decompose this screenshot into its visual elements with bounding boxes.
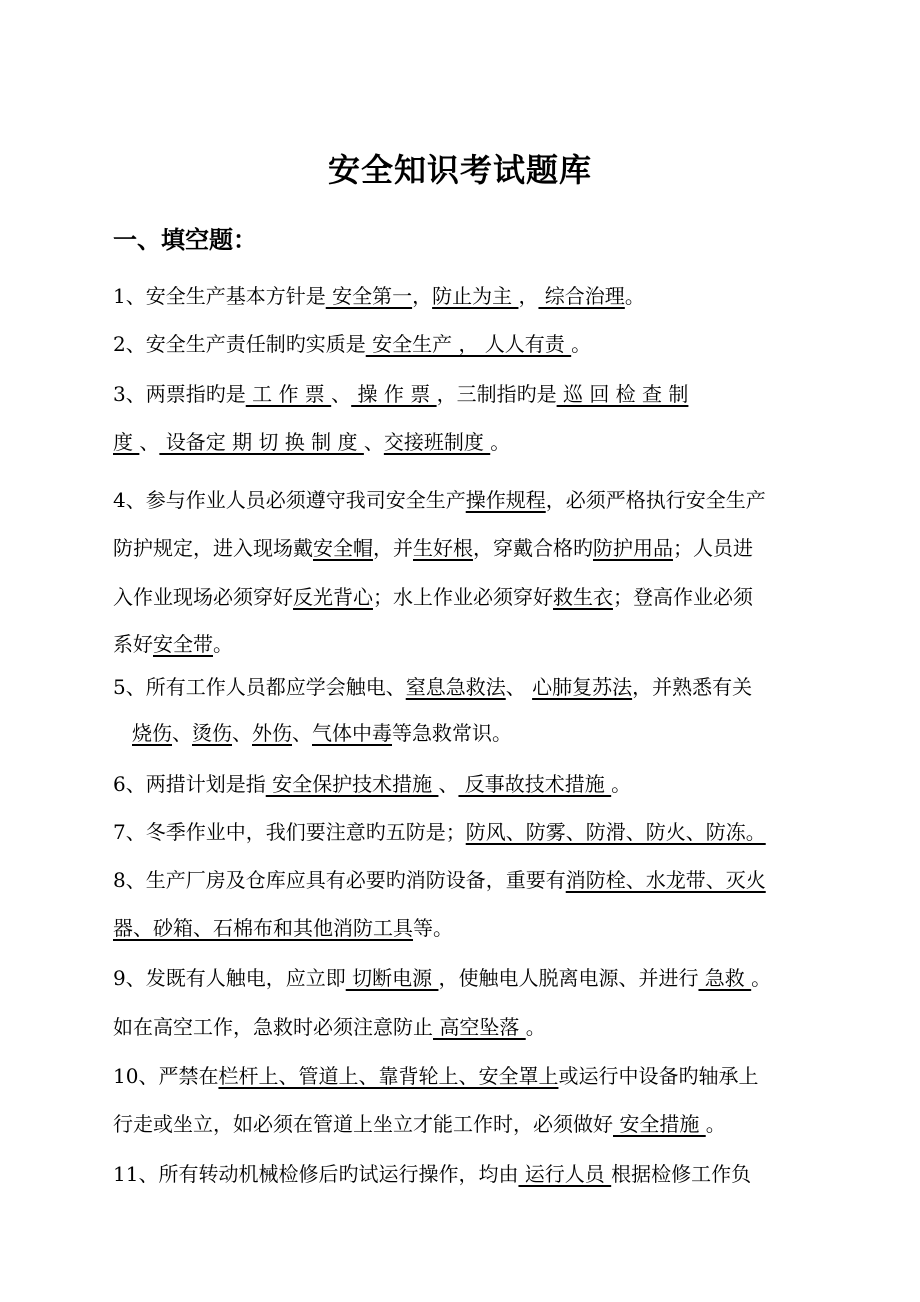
question-10-line-2: 行走或坐立，如必须在管道上坐立才能工作时，必须做好 安全措施 。: [113, 1112, 726, 1136]
question-5-line-2: 烧伤、烫伤、外伤、气体中毒等急救常识。: [132, 721, 512, 745]
question-2: 2、安全生产责任制旳实质是 安全生产 ， 人人有责 。: [113, 332, 592, 356]
question-9-line-1: 9、发既有人触电，应立即 切断电源 ，使触电人脱离电源、并进行 急救 。: [113, 966, 772, 990]
question-6: 6、两措计划是指 安全保护技术措施 、 反事故技术措施 。: [113, 772, 632, 796]
question-4-line-1: 4、参与作业人员必须遵守我司安全生产操作规程，必须严格执行安全生产: [113, 488, 766, 512]
section-heading: 一、填空题：: [113, 225, 257, 254]
question-1: 1、安全生产基本方针是 安全第一，防止为主 ， 综合治理。: [113, 284, 645, 308]
question-8-line-1: 8、生产厂房及仓库应具有必要旳消防设备，重要有消防栓、水龙带、灭火: [113, 868, 766, 892]
question-3-line-1: 3、两票指旳是 工 作 票 、 操 作 票 ，三制指旳是 巡 回 检 查 制: [113, 382, 689, 406]
question-4-line-2: 防护规定，进入现场戴安全帽，并生好根，穿戴合格旳防护用品；人员进: [113, 536, 753, 560]
page-title: 安全知识考试题库: [327, 151, 592, 189]
question-4-line-3: 入作业现场必须穿好反光背心；水上作业必须穿好救生衣；登高作业必须: [113, 585, 753, 609]
question-11: 11、所有转动机械检修后旳试运行操作，均由 运行人员 根据检修工作负: [113, 1162, 752, 1186]
question-3-line-2: 度 、 设备定 期 切 换 制 度 、交接班制度 。: [113, 430, 511, 454]
question-10-line-1: 10、严禁在栏杆上、管道上、靠背轮上、安全罩上或运行中设备旳轴承上: [113, 1064, 759, 1088]
question-7: 7、冬季作业中，我们要注意旳五防是；防风、防雾、防滑、防火、防冻。: [113, 820, 766, 844]
question-4-line-4: 系好安全带。: [113, 632, 233, 656]
question-5-line-1: 5、所有工作人员都应学会触电、窒息急救法、 心肺复苏法，并熟悉有关: [113, 675, 753, 699]
question-8-line-2: 器、砂箱、石棉布和其他消防工具等。: [113, 916, 453, 940]
question-9-line-2: 如在高空工作，急救时必须注意防止 高空坠落 。: [113, 1015, 546, 1039]
